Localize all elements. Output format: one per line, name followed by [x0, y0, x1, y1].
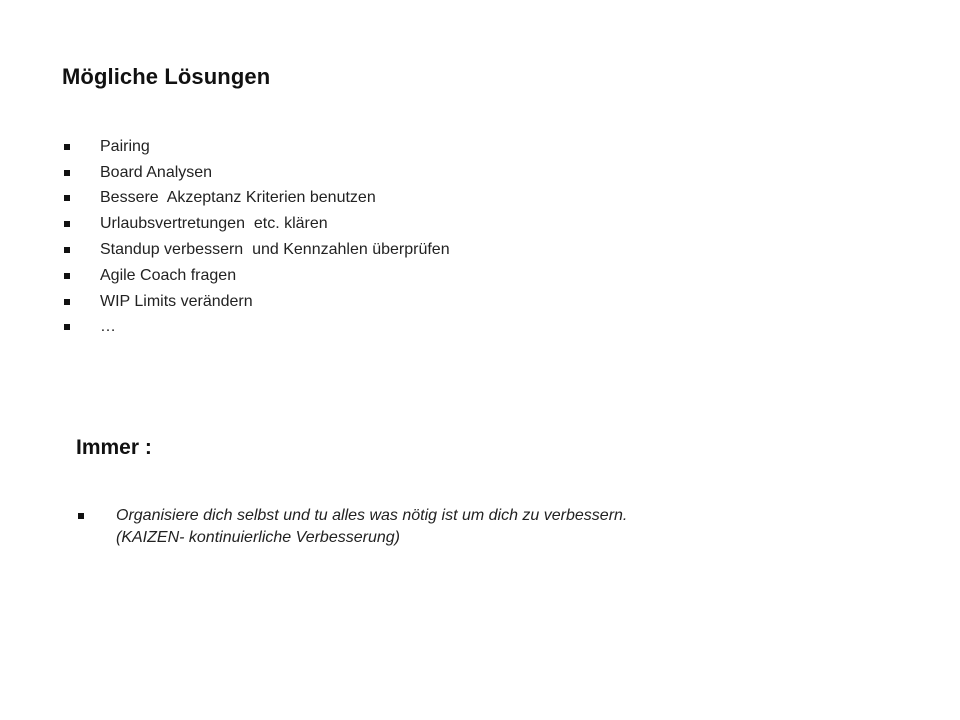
list-item-text: WIP Limits verändern: [100, 292, 253, 310]
always-text: [116, 505, 627, 549]
list-item: [62, 160, 450, 186]
list-item: [62, 263, 450, 289]
square-bullet-icon: [64, 273, 70, 279]
solutions-list: [62, 134, 450, 340]
square-bullet-icon: [64, 170, 70, 176]
square-bullet-icon: [64, 221, 70, 227]
list-item: [62, 315, 450, 341]
square-bullet-icon: [64, 195, 70, 201]
always-list-item: [76, 505, 627, 549]
always-text-line: Organisiere dich selbst und tu alles was nötig ist um dich zu verbessern.: [116, 507, 628, 524]
slide-title: Mögliche Lösungen: [62, 64, 271, 89]
list-item-text: Agile Coach fragen: [100, 266, 237, 284]
list-item: [62, 289, 450, 315]
list-item: [62, 211, 450, 237]
list-item-text: Standup verbessern und Kennzahlen überprüfen: [100, 241, 450, 259]
square-bullet-icon: [64, 324, 70, 330]
list-item: [62, 237, 450, 263]
list-item-text: Board Analysen: [100, 163, 213, 181]
list-item-text: Bessere Akzeptanz Kriterien benutzen: [100, 189, 376, 207]
square-bullet-icon: [64, 144, 70, 150]
list-item-text: Urlaubsvertretungen etc. klären: [100, 215, 328, 233]
list-item-text: Pairing: [100, 137, 150, 155]
section-heading: Immer :: [76, 436, 152, 459]
square-bullet-icon: [78, 513, 84, 519]
list-item-text: …: [100, 318, 116, 336]
always-text-line: (KAIZEN- kontinuierliche Verbesserung): [116, 529, 400, 546]
square-bullet-icon: [64, 299, 70, 305]
square-bullet-icon: [64, 247, 70, 253]
list-item: [62, 134, 450, 160]
list-item: [62, 186, 450, 212]
